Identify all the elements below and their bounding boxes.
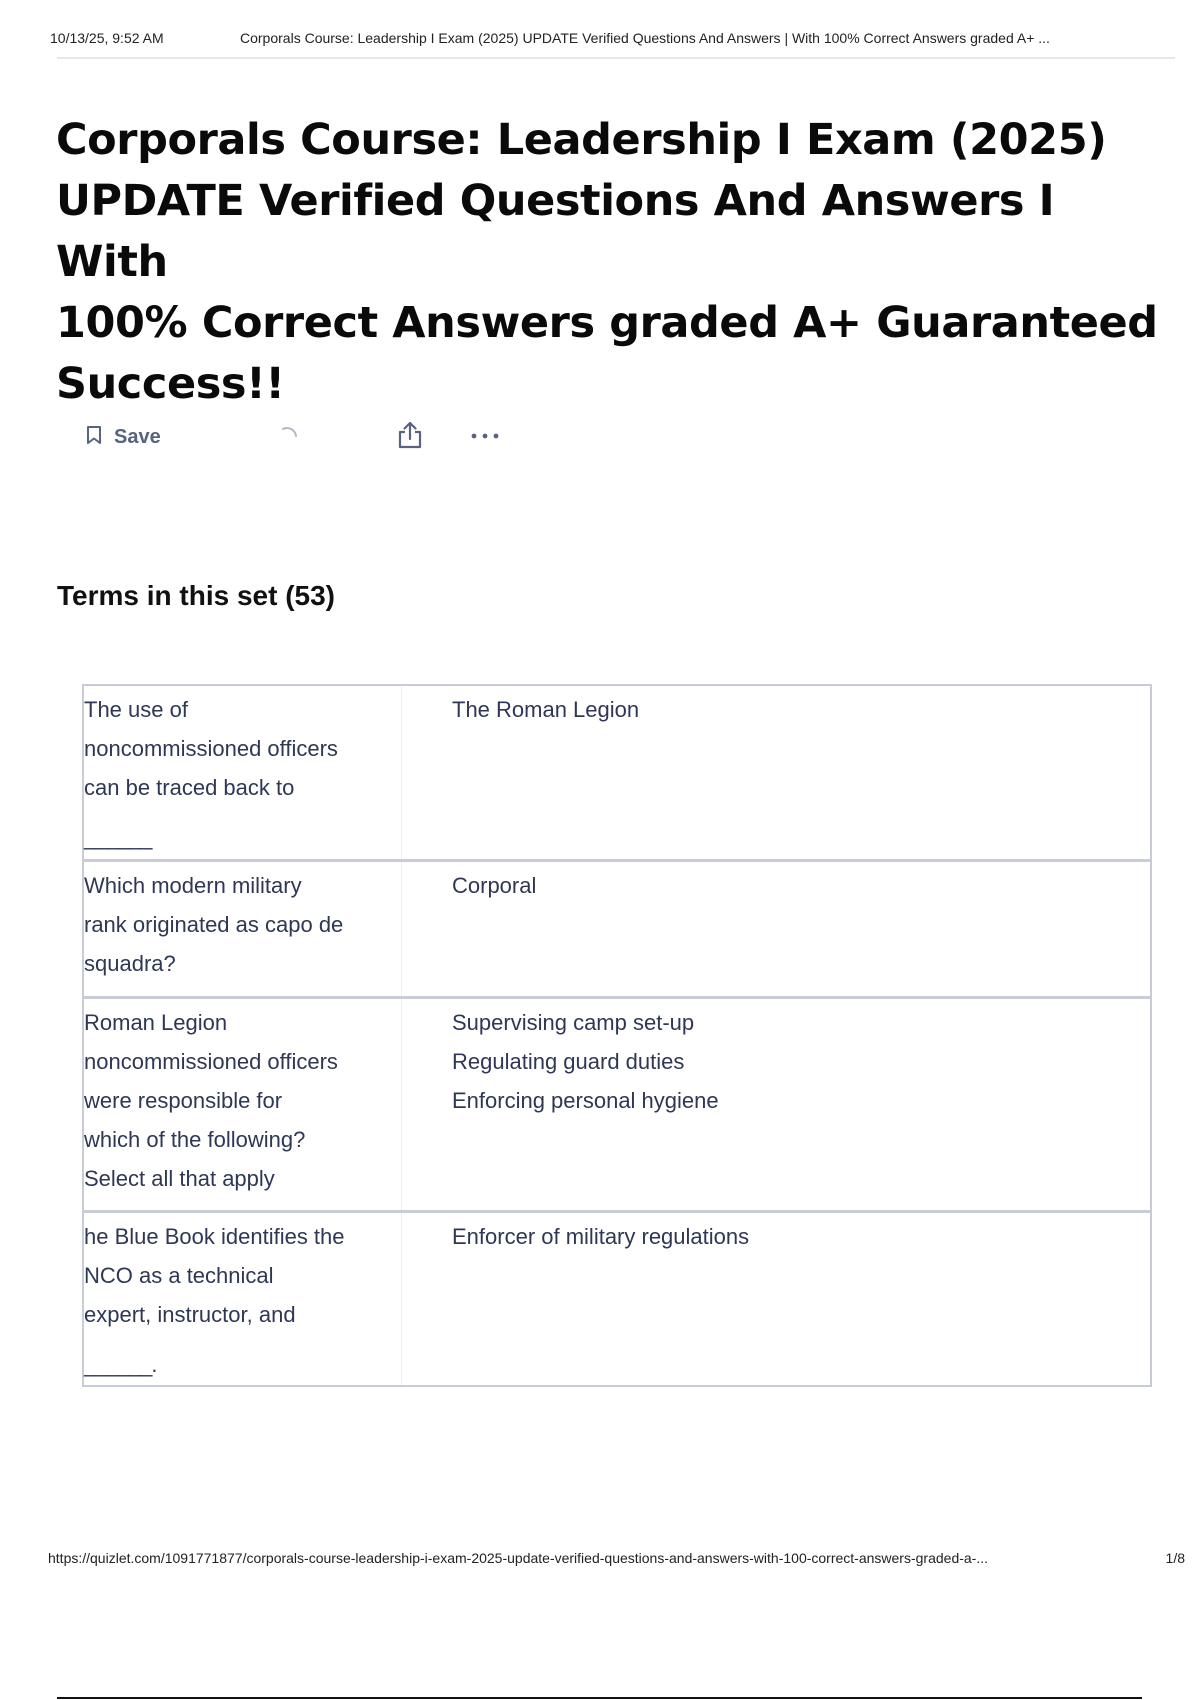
save-label: Save	[114, 425, 161, 448]
share-button[interactable]	[396, 420, 424, 454]
term-row	[84, 999, 1150, 1213]
term-cell	[84, 999, 402, 1210]
term-text-line: were responsible for	[84, 1088, 283, 1113]
term-cell	[84, 1213, 402, 1385]
terms-heading: Terms in this set (53)	[57, 580, 336, 611]
term-blank: ______.	[84, 1352, 157, 1377]
term-row	[84, 686, 1150, 862]
definition-cell	[402, 686, 1150, 859]
definition-text-line: Enforcer of military regulations	[452, 1224, 750, 1249]
definition-cell	[402, 1213, 1150, 1385]
more-options-button[interactable]	[470, 420, 500, 454]
save-button[interactable]	[86, 420, 161, 454]
term-text-line: squadra?	[84, 951, 176, 976]
definition-text-line: Corporal	[452, 873, 537, 898]
term-text-line: rank originated as capo de	[84, 912, 344, 937]
page-title-line: 100% Correct Answers graded A+ Guaranteed	[56, 298, 1158, 348]
definition-cell	[402, 999, 1150, 1210]
share-icon	[396, 420, 424, 455]
definition-cell	[402, 862, 1150, 996]
more-options-icon	[470, 428, 500, 446]
term-blank: ______	[84, 825, 152, 850]
term-text-line: he Blue Book identifies the	[84, 1224, 345, 1249]
page-title-line: Success!!	[56, 359, 285, 409]
loading-spinner	[276, 420, 302, 454]
bottom-divider	[57, 1697, 1142, 1699]
term-cell	[84, 862, 402, 996]
page-url: https://quizlet.com/1091771877/corporals-course-leadership-i-exam-2025-update-verified-questions-and-answers-with-100-correct-answers-graded-a-...	[48, 1550, 989, 1566]
header-divider	[57, 57, 1175, 59]
term-text-line: The use of	[84, 697, 188, 722]
print-footer	[48, 1550, 1185, 1566]
terms-table	[82, 684, 1152, 1387]
page-title	[56, 110, 1176, 415]
page-number: 1/8	[1165, 1550, 1185, 1566]
page-title-line: Corporals Course: Leadership I Exam (2025)	[56, 115, 1107, 165]
page-title-line: UPDATE Verified Questions And Answers I With	[56, 176, 1055, 287]
term-text-line: NCO as a technical	[84, 1263, 274, 1288]
term-text-line: which of the following?	[84, 1127, 306, 1152]
term-text-line: noncommissioned officers	[84, 1049, 338, 1074]
definition-text-line: Regulating guard duties	[452, 1049, 685, 1074]
definition-text-line: The Roman Legion	[452, 697, 640, 722]
term-text-line: noncommissioned officers	[84, 736, 338, 761]
loading-spinner-icon	[276, 422, 302, 453]
term-text-line: can be traced back to	[84, 775, 295, 800]
definition-text-line: Enforcing personal hygiene	[452, 1088, 719, 1113]
term-text-line: Roman Legion	[84, 1010, 228, 1035]
print-datetime: 10/13/25, 9:52 AM	[50, 30, 164, 46]
bookmark-icon	[86, 425, 102, 450]
term-text-line: Which modern military	[84, 873, 302, 898]
term-text-line: Select all that apply	[84, 1166, 275, 1191]
term-row	[84, 862, 1150, 999]
definition-text-line: Supervising camp set-up	[452, 1010, 695, 1035]
term-row	[84, 1213, 1150, 1385]
term-text-line: expert, instructor, and	[84, 1302, 296, 1327]
term-cell	[84, 686, 402, 859]
print-doc-title: Corporals Course: Leadership I Exam (2025) UPDATE Verified Questions And Answers | With 100% Correct Answers graded A+ ...	[240, 30, 1050, 46]
print-header	[50, 30, 1180, 46]
